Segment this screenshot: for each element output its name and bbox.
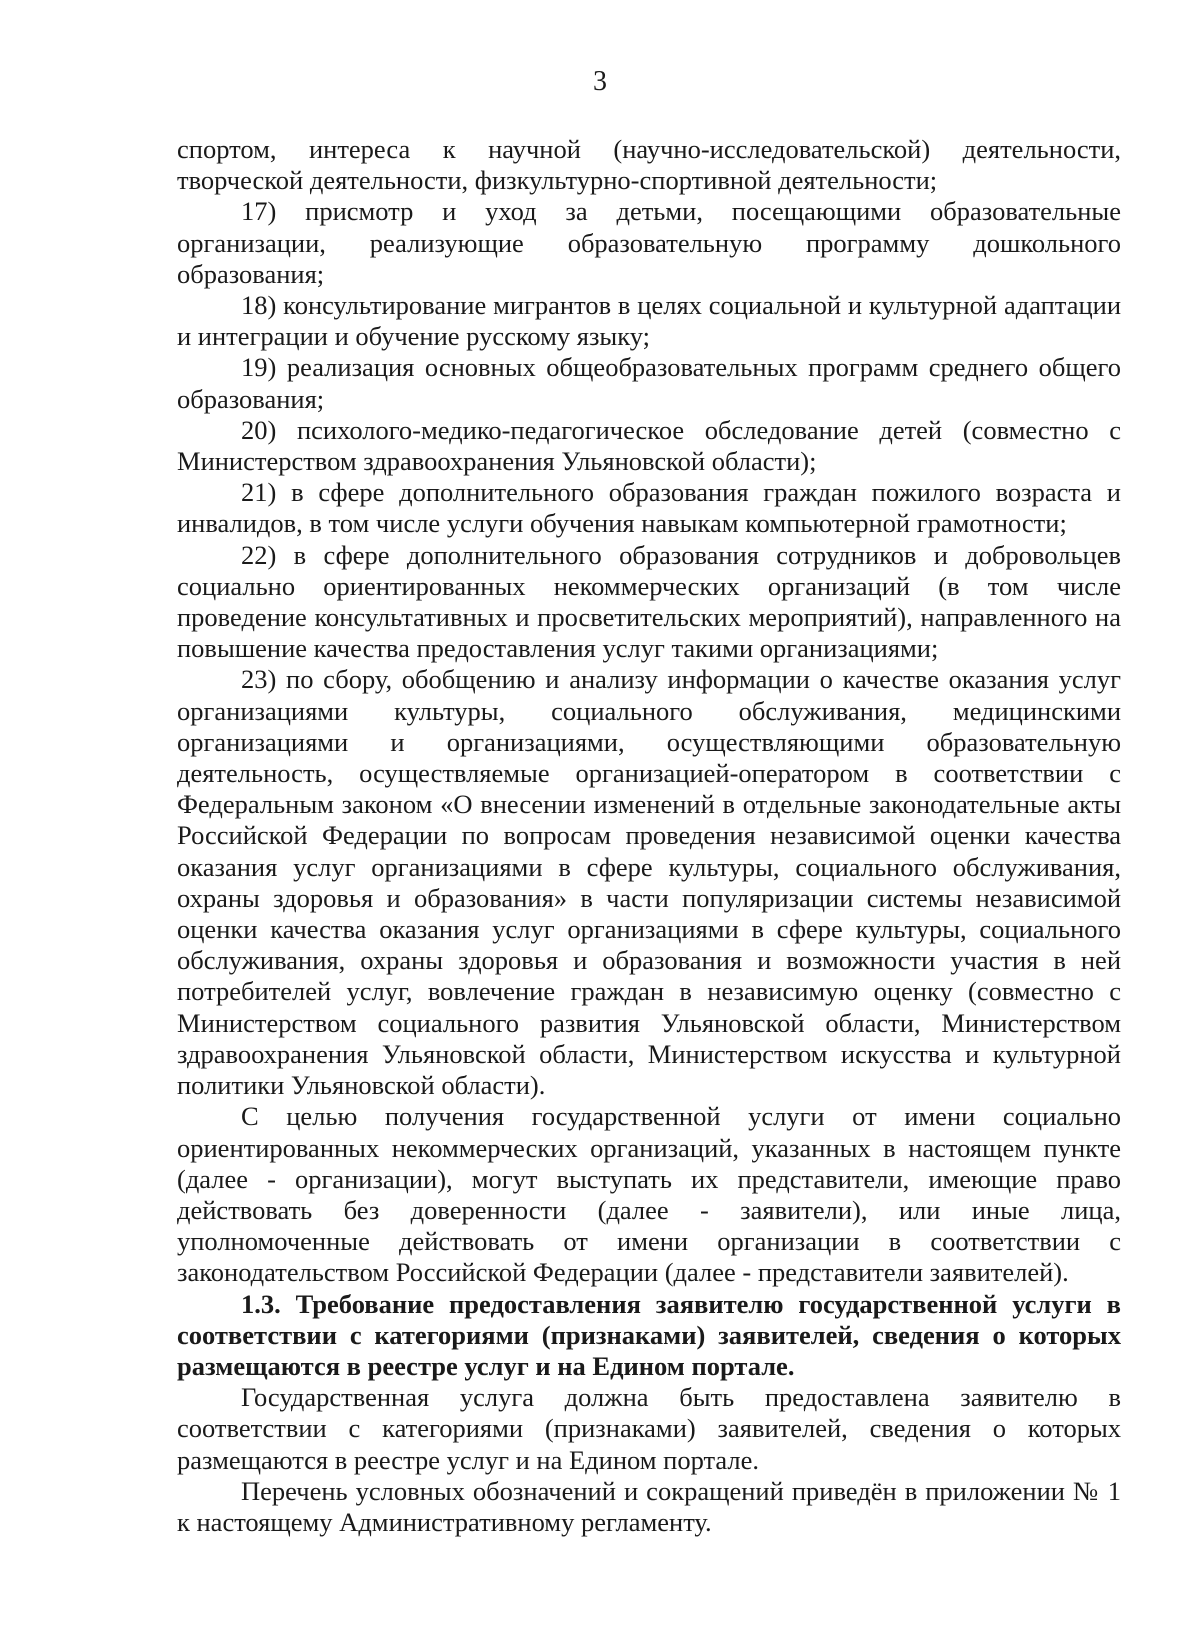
list-item-20: 20) психолого-медико-педагогическое обследование детей (совместно с Министерством здравоохранения Ульяновской области); xyxy=(177,414,1121,477)
document-body xyxy=(177,134,1121,1538)
list-item-21: 21) в сфере дополнительного образования граждан пожилого возраста и инвалидов, в том числе услуги обучения навыкам компьютерной грамотности; xyxy=(177,477,1121,539)
section-heading-1-3: 1.3. Требование предоставления заявителю государственной услуги в соответствии с категориями (признаками) заявителей, сведения о которых размещаются в реестре услуг и на Едином портале. xyxy=(177,1288,1121,1381)
list-item-19: 19) реализация основных общеобразовательных программ среднего общего образования; xyxy=(177,352,1121,414)
paragraph-continuation: спортом, интереса к научной (научно-исследовательской) деятельности, творческой деятельности, физкультурно-спортивной деятельности; xyxy=(177,134,1121,196)
list-item-22: 22) в сфере дополнительного образования сотрудников и добровольцев социально ориентированных некоммерческих организаций (в том числе проведение консультативных и просветительских мероприятий), направленного на повышение качества предоставления услуг такими организациями; xyxy=(177,539,1121,664)
paragraph-abbreviations: Перечень условных обозначений и сокращений приведён в приложении № 1 к настоящему Административному регламенту. xyxy=(177,1475,1121,1537)
page-number: 3 xyxy=(593,66,607,97)
list-item-18: 18) консультирование мигрантов в целях социальной и культурной адаптации и интеграции и обучение русскому языку; xyxy=(177,290,1121,352)
list-item-17: 17) присмотр и уход за детьми, посещающими образовательные организации, реализующие образовательную программу дошкольного образования; xyxy=(177,196,1121,289)
paragraph-service-provision: Государственная услуга должна быть предоставлена заявителю в соответствии с категориями (признаками) заявителей, сведения о которых размещаются в реестре услуг и на Едином портале. xyxy=(177,1382,1121,1475)
list-item-23: 23) по сбору, обобщению и анализу информации о качестве оказания услуг организациями культуры, социального обслуживания, медицинскими организациями и организациями, осуществляющими образовательную деятельность, осуществляемые организацией-оператором в соответствии с Федеральным законом «О внесении изменений в отдельные законодательные акты Российской Федерации по вопросам проведения независимой оценки качества оказания услуг организациями в сфере культуры, социального обслуживания, охраны здоровья и образования» в части популяризации системы независимой оценки качества оказания услуг организациями в сфере культуры, социального обслуживания, охраны здоровья и образования и возможности участия в ней потребителей услуг, вовлечение граждан в независимую оценку (совместно с Министерством социального развития Ульяновской области, Министерством здравоохранения Ульяновской области, Министерством искусства и культурной политики Ульяновской области). xyxy=(177,664,1121,1101)
paragraph-applicants: С целью получения государственной услуги от имени социально ориентированных некоммерческих организаций, указанных в настоящем пункте (далее - организации), могут выступать их представители, имеющие право действовать без доверенности (далее - заявители), или иные лица, уполномоченные действовать от имени организации в соответствии с законодательством Российской Федерации (далее - представители заявителей). xyxy=(177,1101,1121,1288)
